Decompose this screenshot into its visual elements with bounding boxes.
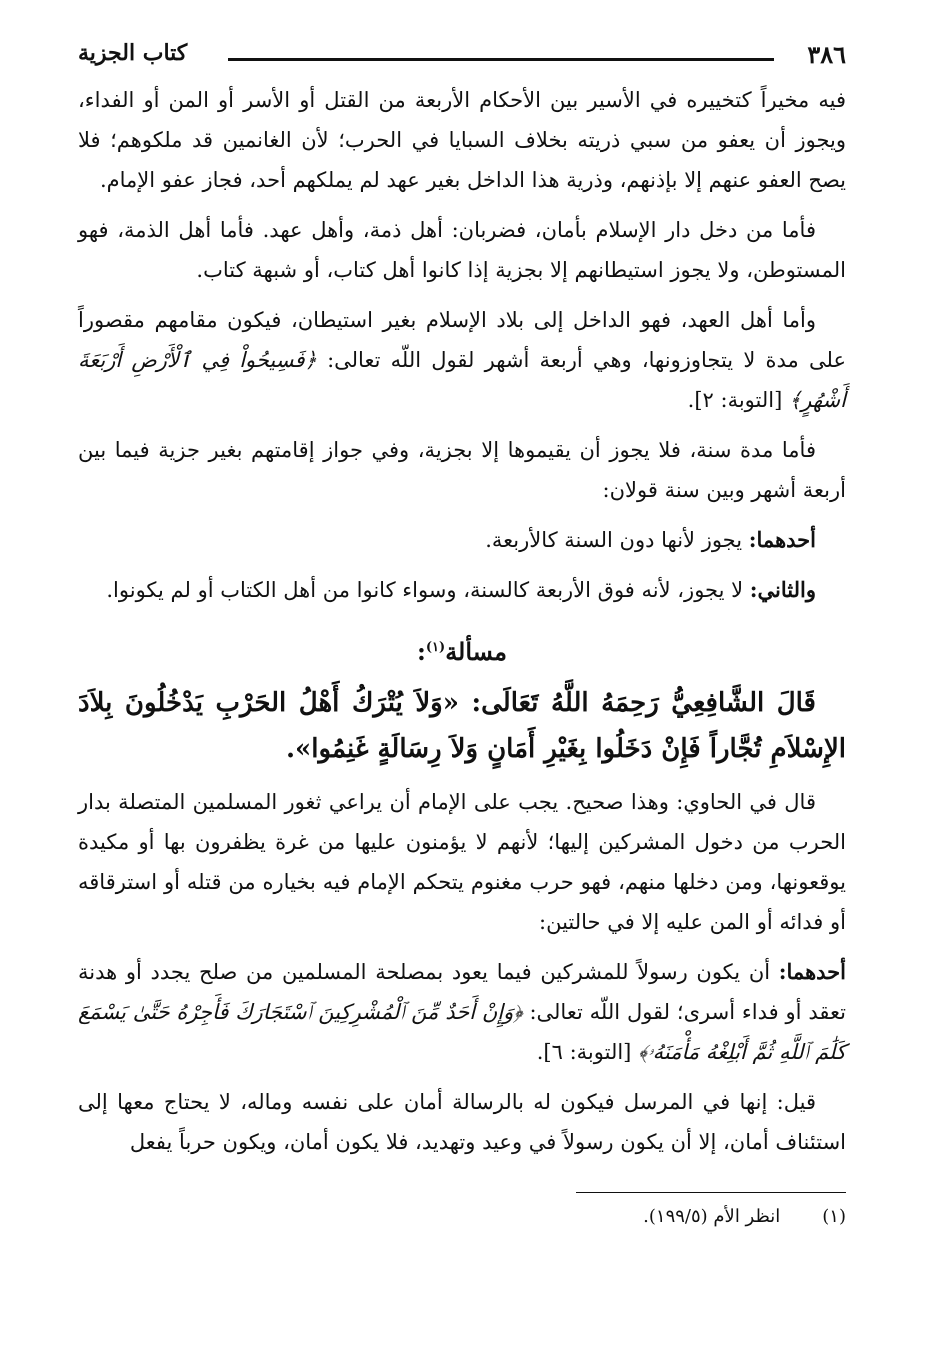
- masala-title: مسألة: [445, 637, 507, 666]
- footnote-number: (١): [822, 1206, 846, 1227]
- paragraph-3-text: وأما أهل العهد، فهو الداخل إلى بلاد الإسلام بغير استيطان، فيكون مقامهم مقصوراً على مدة لا يتجاوزونها، وهي أربعة أشهر لقول اللّه تعالى:: [78, 308, 846, 372]
- masala-colon: :: [417, 637, 426, 666]
- quran-verse-1: ﴿فَسِيحُواْ فِي ٱلْأَرْضِ أَرْبَعَةَ أَشْهُرٍ﴾: [78, 348, 846, 412]
- second-opinion-label: والثاني:: [749, 577, 816, 602]
- page-header: [78, 40, 846, 80]
- paragraph-8: [78, 952, 846, 1072]
- paragraph-1: فيه مخيراً كتخييره في الأسير بين الأحكام الأربعة من القتل أو الأسر أو المن أو الفداء، ويجوز أن يعفو من سبي ذريته بخلاف السبايا في الحرب؛ لأن الغانمين قد ملكوهم؛ فلا يصح العفو عنهم إلا بإذنهم، وذرية هذا الداخل بغير عهد لم يملكهم أحد، فجاز عفو الإمام.: [78, 88, 846, 192]
- header-rule: [228, 58, 774, 61]
- first-case-label: أحدهما:: [778, 959, 846, 984]
- book-page: [78, 40, 846, 1340]
- masala-heading: [78, 628, 846, 672]
- running-title: كتاب الجزية: [78, 40, 188, 66]
- paragraph-7: قال في الحاوي: وهذا صحيح. يجب على الإمام أن يراعي ثغور المسلمين المتصلة بدار الحرب من دخول المشركين إليها؛ لأنهم لا يؤمنون عليها من غرة يظفرون بها أو مكيدة يوقعونها، ومن دخلها منهم، فهو حرب مغنوم يتحكم الإمام فيه بخياره من قتله أو استرقاقه أو فدائه أو المن عليه إلا في حالتين:: [78, 790, 846, 934]
- first-opinion-label: أحدهما:: [748, 527, 816, 552]
- quran-reference-1: [التوبة: ٢].: [687, 388, 783, 412]
- first-case-text: أن يكون رسولاً للمشركين فيما يعود بمصلحة المسلمين من صلح يجدد أو هدنة تعقد أو فداء أسرى؛ لقول اللّه تعالى:: [78, 960, 846, 1024]
- paragraph-3: [78, 300, 846, 420]
- second-opinion-text: لا يجوز، لأنه فوق الأربعة كالسنة، وسواء كانوا من أهل الكتاب أو لم يكونوا.: [106, 578, 744, 602]
- footnote-text: انظر الأم (١٩٩/٥).: [643, 1206, 781, 1227]
- paragraph-5: [78, 520, 846, 560]
- shafii-quote: قَالَ الشَّافِعِيُّ رَحِمَهُ اللَّهُ تَعَالَى: «وَلاَ يُتْرَكُ أَهْلُ الحَرْبِ يَدْخُلُونَ بِلاَدَ الإِسْلاَمِ تُجَّاراً فَإِنْ دَخَلُوا بِغَيْرِ أَمَانٍ وَلاَ رِسَالَةٍ غَنِمُوا».: [78, 688, 846, 764]
- paragraph-9: قيل: إنها في المرسل فيكون له بالرسالة أمان على نفسه وماله، لا يحتاج معها إلى استئناف أمان، إلا أن يكون رسولاً في وعيد وتهديد، فلا يكون أمان، ويكون حرباً يفعل: [78, 1090, 846, 1154]
- quran-verse-2: ﴿وَإِنْ أَحَدٌ مِّنَ ٱلْمُشْرِكِينَ ٱسْتَجَارَكَ فَأَجِرْهُ حَتَّىٰ يَسْمَعَ كَلَٰمَ ٱللَّهِ ثُمَّ أَبْلِغْهُ مَأْمَنَهُۥ﴾: [78, 1000, 846, 1064]
- footnote: [78, 1203, 846, 1231]
- quran-reference-2: [التوبة: ٦].: [536, 1040, 632, 1064]
- footnote-marker: (١): [425, 640, 446, 655]
- page-number: ٣٨٦: [807, 40, 846, 69]
- paragraph-6: [78, 570, 846, 610]
- page-body: [78, 80, 846, 1162]
- footnote-rule: [576, 1192, 846, 1193]
- paragraph-4: فأما مدة سنة، فلا يجوز أن يقيموها إلا بجزية، وفي جواز إقامتهم بغير جزية فيما بين أربعة أشهر وبين سنة قولان:: [78, 438, 846, 502]
- paragraph-2: فأما من دخل دار الإسلام بأمان، فضربان: أهل ذمة، وأهل عهد. فأما أهل الذمة، فهو المستوطن، ولا يجوز استيطانهم إلا بجزية إذا كانوا أهل كتاب، أو شبهة كتاب.: [78, 218, 846, 282]
- first-opinion-text: يجوز لأنها دون السنة كالأربعة.: [485, 528, 743, 552]
